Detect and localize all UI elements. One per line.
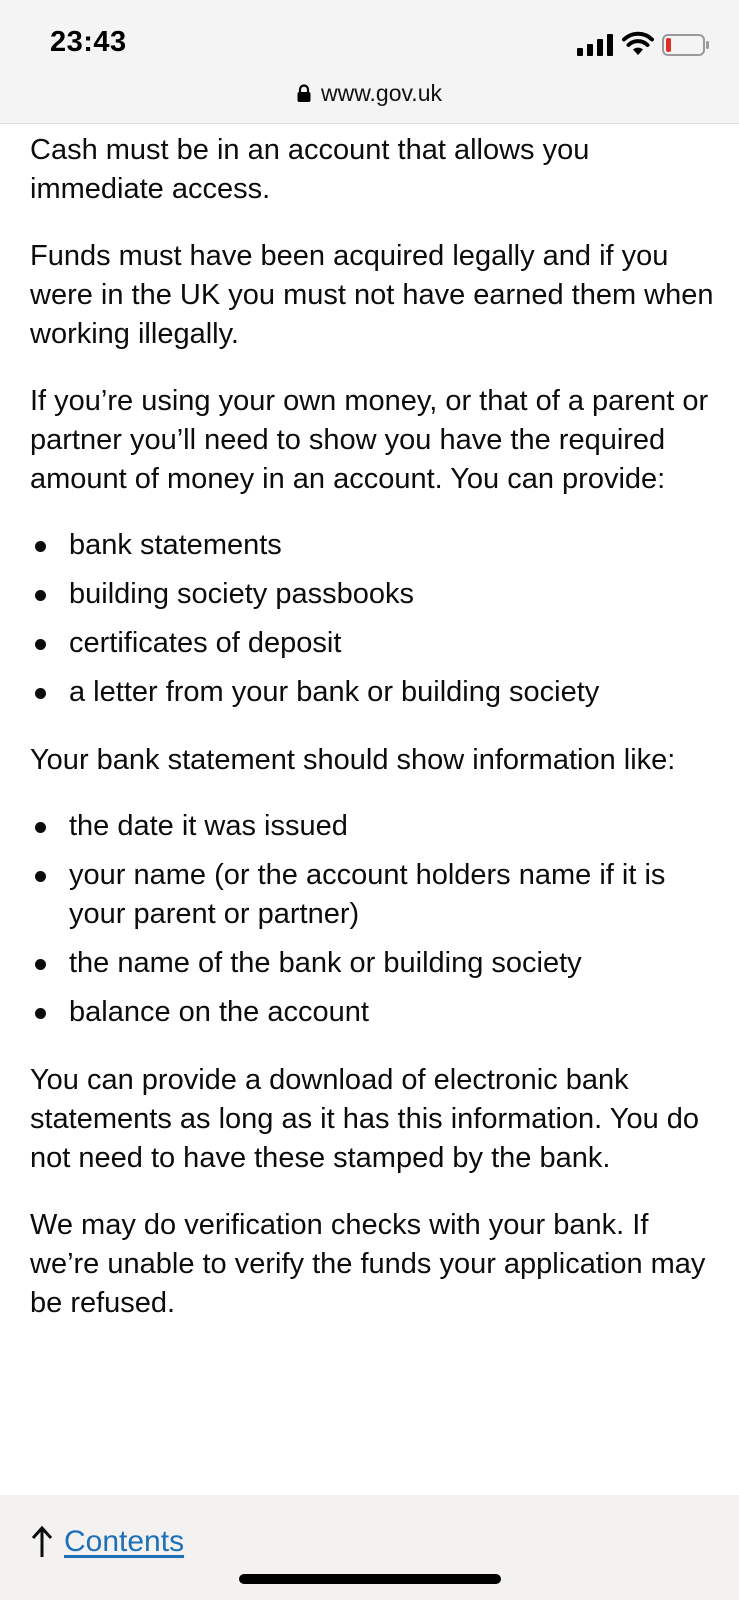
list-item: a letter from your bank or building society <box>30 673 720 712</box>
contents-link-label: Contents <box>64 1525 185 1558</box>
contents-footer <box>0 1495 739 1600</box>
article-content <box>30 124 720 1351</box>
list-item: the date it was issued <box>30 807 720 846</box>
paragraph-immediate-access: Cash must be in an account that allows you immediate access. <box>30 134 590 205</box>
contents-link[interactable] <box>30 1525 184 1559</box>
url-text: www.gov.uk <box>320 79 442 106</box>
list-item: the name of the bank or building society <box>30 944 720 983</box>
evidence-list <box>30 526 720 712</box>
paragraph-electronic-statements: You can provide a download of electronic bank statements as long as it has this information. You do not need to have these stamped by the bank. <box>30 1064 700 1174</box>
paragraph-verification: We may do verification checks with your bank. If we’re unable to verify the funds your application may be refused. <box>30 1209 706 1319</box>
paragraph-statement-info: Your bank statement should show information like: <box>30 744 676 776</box>
browser-status-bar <box>0 0 739 124</box>
arrow-up-icon <box>30 1525 54 1559</box>
home-indicator[interactable] <box>239 1574 501 1584</box>
paragraph-legal-funds: Funds must have been acquired legally and if you were in the UK you must not have earned them when working illegally. <box>30 240 714 350</box>
wifi-icon <box>622 31 654 57</box>
list-item: balance on the account <box>30 993 720 1032</box>
list-item: your name (or the account holders name if it is your parent or partner) <box>30 856 720 934</box>
list-item: bank statements <box>30 526 720 565</box>
cellular-signal-icon <box>577 34 613 56</box>
battery-low-icon <box>662 34 710 56</box>
paragraph-own-money: If you’re using your own money, or that of a parent or partner you’ll need to show you have the required amount of money in an account. You can provide: <box>30 385 709 495</box>
address-bar[interactable] <box>0 76 739 110</box>
lock-icon <box>297 84 311 102</box>
list-item: building society passbooks <box>30 575 720 614</box>
statement-info-list <box>30 807 720 1032</box>
list-item: certificates of deposit <box>30 624 720 663</box>
status-time: 23:43 <box>50 26 127 58</box>
